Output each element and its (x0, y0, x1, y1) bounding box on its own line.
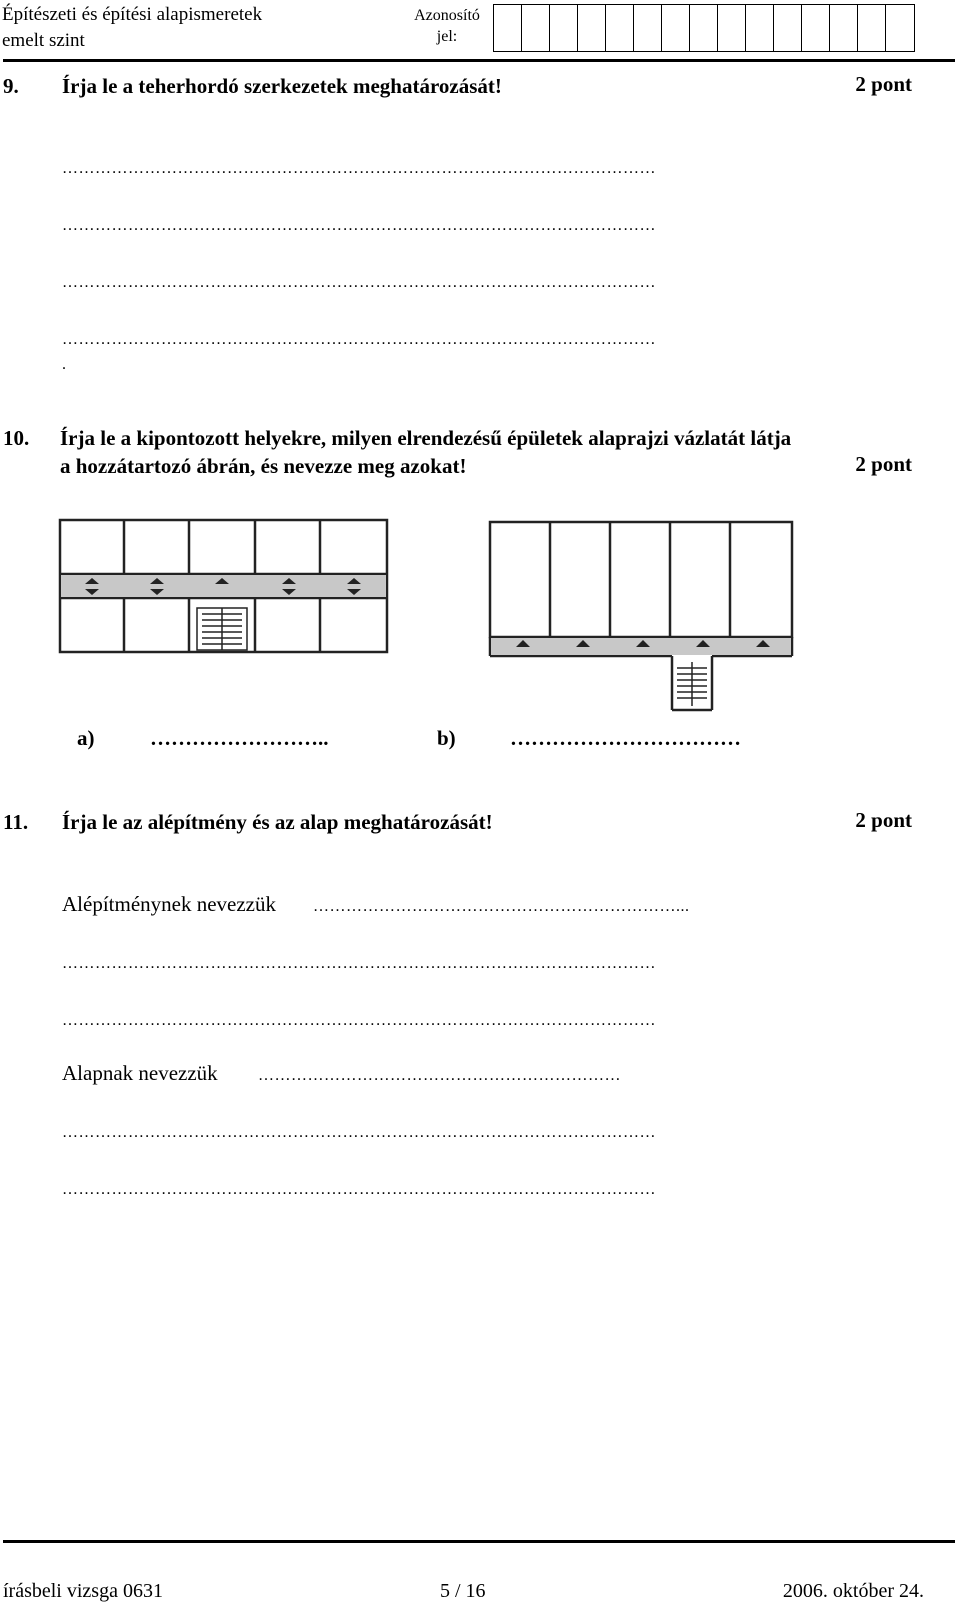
q11-substructure-field[interactable]: …………………………………………………………... (313, 898, 690, 915)
q11-answer-line-3[interactable]: ……………………………………………………………………………………………… (62, 1012, 656, 1029)
q9-number: 9. (3, 74, 19, 98)
q9-answer-line-2[interactable]: ……………………………………………………………………………………………… (62, 217, 656, 234)
q10-answer-a-field[interactable]: …………………….. (150, 726, 329, 750)
id-box[interactable] (858, 5, 886, 51)
q9-trailing-dot: . (62, 356, 67, 373)
q9-answer-line-3[interactable]: ……………………………………………………………………………………………… (62, 274, 656, 291)
q10-number: 10. (3, 426, 30, 450)
q9-answer-line-1[interactable]: ……………………………………………………………………………………………… (62, 160, 656, 177)
floor-plan-a (52, 512, 397, 667)
id-box[interactable] (662, 5, 690, 51)
q10-text-line-1: Írja le a kipontozott helyekre, milyen elrendezésű épületek alaprajzi vázlatát látja (60, 426, 792, 450)
footer-rule (3, 1540, 955, 1543)
q9-answer-line-4[interactable]: ……………………………………………………………………………………………… (62, 331, 656, 348)
q10-answer-a-label: a) (77, 726, 95, 750)
q10-answer-b-field[interactable]: …………………………… (510, 726, 741, 750)
header-rule (3, 59, 955, 62)
level-label: emelt szint (2, 30, 85, 51)
q9-points: 2 pont (855, 72, 912, 96)
q11-foundation-label: Alapnak nevezzük (62, 1061, 218, 1085)
id-code-boxes[interactable] (493, 4, 915, 52)
id-box[interactable] (578, 5, 606, 51)
q9-text: Írja le a teherhordó szerkezetek meghatározását! (62, 74, 502, 98)
id-box[interactable] (522, 5, 550, 51)
q10-text-line-2: a hozzátartozó ábrán, és nevezze meg azokat! (60, 454, 467, 478)
q11-substructure-label: Alépítménynek nevezzük (62, 892, 276, 916)
id-box[interactable] (830, 5, 858, 51)
q10-answer-b-label: b) (437, 726, 456, 750)
floor-plan-b (482, 512, 802, 717)
id-box[interactable] (718, 5, 746, 51)
id-box[interactable] (774, 5, 802, 51)
q11-number: 11. (3, 810, 29, 834)
q11-answer-line-6[interactable]: ……………………………………………………………………………………………… (62, 1181, 656, 1198)
id-box[interactable] (802, 5, 830, 51)
q11-answer-line-5[interactable]: ……………………………………………………………………………………………… (62, 1124, 656, 1141)
footer-exam-code: írásbeli vizsga 0631 (3, 1580, 163, 1602)
id-box[interactable] (746, 5, 774, 51)
footer-date: 2006. október 24. (782, 1580, 924, 1602)
q11-answer-line-2[interactable]: ……………………………………………………………………………………………… (62, 955, 656, 972)
q11-points: 2 pont (855, 808, 912, 832)
footer-page-number: 5 / 16 (440, 1580, 486, 1602)
q11-foundation-field[interactable]: ………………………………………………………… (258, 1067, 621, 1084)
id-box[interactable] (886, 5, 914, 51)
q11-text: Írja le az alépítmény és az alap meghatározását! (62, 810, 493, 834)
id-box[interactable] (634, 5, 662, 51)
id-label-2: jel: (436, 28, 458, 45)
id-box[interactable] (690, 5, 718, 51)
id-box[interactable] (606, 5, 634, 51)
id-label-1: Azonosító (414, 7, 480, 24)
q10-points: 2 pont (855, 452, 912, 476)
id-box[interactable] (550, 5, 578, 51)
subject-title: Építészeti és építési alapismeretek (2, 4, 263, 25)
id-box[interactable] (494, 5, 522, 51)
